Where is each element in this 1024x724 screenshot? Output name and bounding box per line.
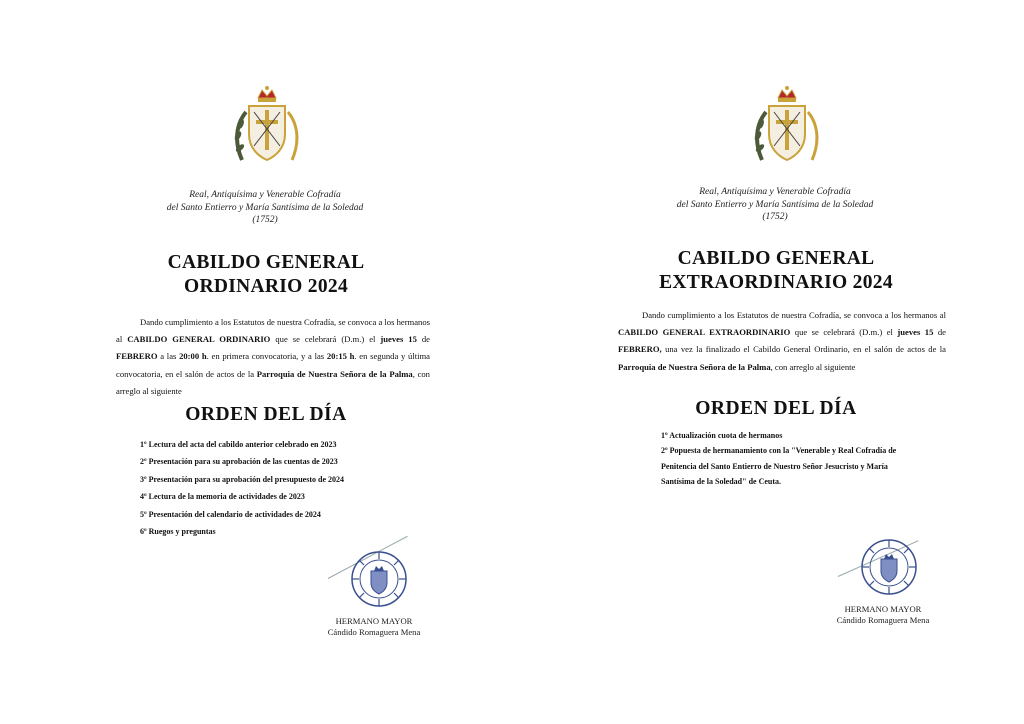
agenda-item: 2º Popuesta de hermanamiento con la "Venerable y Real Cofradía de Penitencia del Santo Entierro de Nuestro Señor Jesucristo y María Santísima de la Soledad" de Ceuta. xyxy=(661,446,897,486)
agenda-list xyxy=(140,436,390,540)
agenda-item: 1º Actualización cuota de hermanos xyxy=(661,431,783,440)
notice-title: CABILDO GENERAL ORDINARIO 2024 xyxy=(167,252,365,297)
brotherhood-name: Real, Antiquísima y Venerable Cofradía del Santo Entierro y María Santísima de la Soledad (1752) xyxy=(676,187,874,222)
agenda-item: 6º Ruegos y preguntas xyxy=(140,527,216,537)
agenda-title: ORDEN DEL DÍA xyxy=(185,404,347,425)
notice-title: CABILDO GENERAL EXTRAORDINARIO 2024 xyxy=(659,248,893,293)
convocation-text: Dando cumplimiento a los Estatutos de nuestra Cofradía, se convoca a los hermanos al CABILDO GENERAL ORDINARIO que se celebrará (D.m.) el jueves 15 de FEBRERO a las 20:00 h. en primera convocatoria, y a las 20:15 h. en segunda y última convocatoria, en el salón de actos de la Parroquia de Nuestra Señora de la Palma, con arreglo al siguiente xyxy=(116,317,430,396)
agenda-item: 3º Presentación para su aprobación del presupuesto de 2024 xyxy=(140,474,344,484)
agenda-list xyxy=(661,428,901,489)
agenda-title: ORDEN DEL DÍA xyxy=(695,398,857,419)
agenda-item: 4º Lectura de la memoria de actividades de 2023 xyxy=(140,492,305,502)
convocation-text: Dando cumplimiento a los Estatutos de nuestra Cofradía, se convoca a los hermanos al CABILDO GENERAL EXTRAORDINARIO que se celebrará (D.m.) el jueves 15 de FEBRERO, una vez la finalizado el Cabildo General Ordinario, en el salón de actos de la Parroquia de Nuestra Señora de la Palma, con arreglo al siguiente xyxy=(618,310,946,372)
signature-block xyxy=(274,616,474,638)
signer-role: HERMANO MAYOR xyxy=(335,616,413,626)
agenda-item: 5º Presentación del calendario de actividades de 2024 xyxy=(140,509,321,519)
signer-name: Cándido Romaguera Mena xyxy=(836,615,930,625)
notice-extraordinario xyxy=(512,0,1024,724)
seal-stamp-icon xyxy=(859,537,919,597)
seal-stamp-icon xyxy=(349,549,409,609)
signer-role: HERMANO MAYOR xyxy=(844,604,922,614)
signature-block xyxy=(783,604,983,626)
brotherhood-crest-icon xyxy=(752,82,822,172)
agenda-item: 2º Presentación para su aprobación de las cuentas de 2023 xyxy=(140,457,338,467)
signer-name: Cándido Romaguera Mena xyxy=(327,627,421,637)
brotherhood-crest-icon xyxy=(232,82,302,172)
agenda-item: 1º Lectura del acta del cabildo anterior celebrado en 2023 xyxy=(140,440,337,449)
brotherhood-name: Real, Antiquísima y Venerable Cofradía del Santo Entierro y María Santísima de la Soledad (1752) xyxy=(166,190,364,225)
